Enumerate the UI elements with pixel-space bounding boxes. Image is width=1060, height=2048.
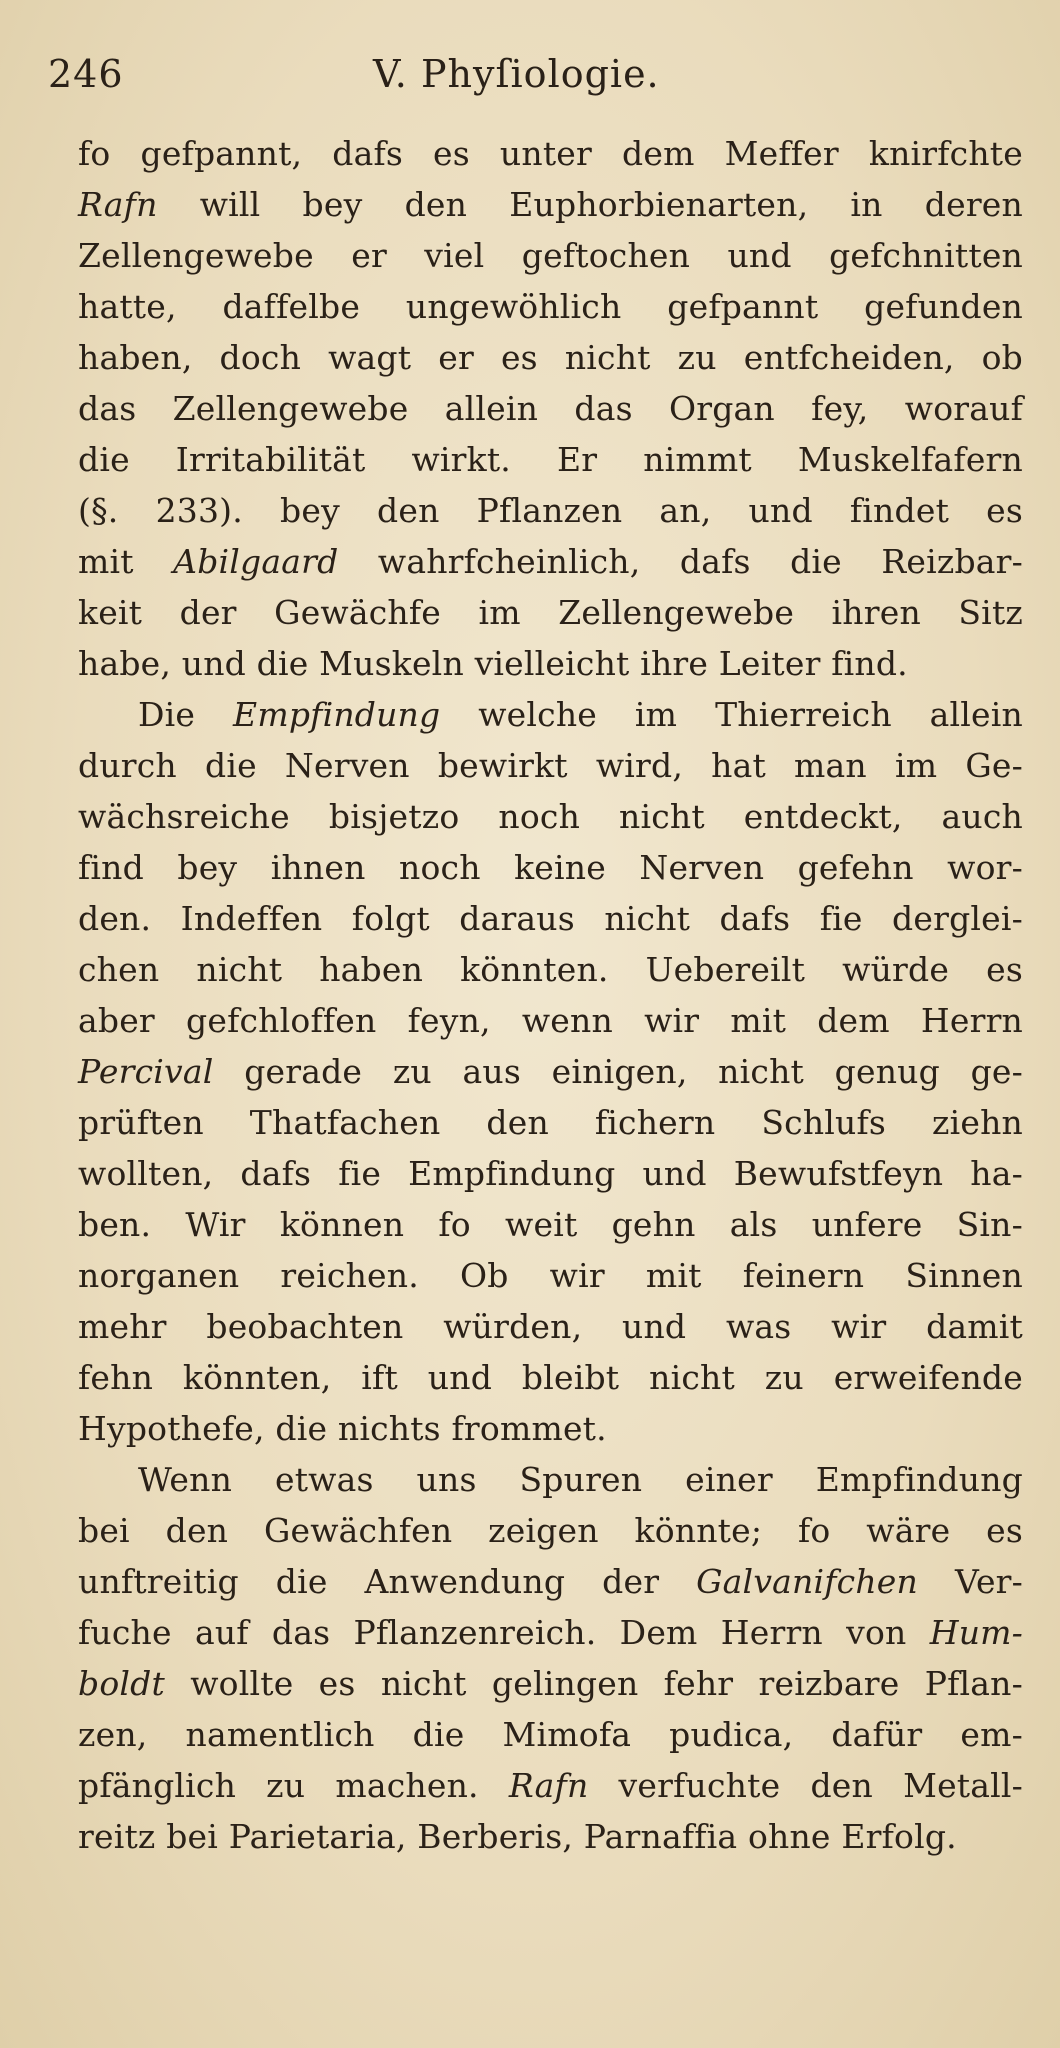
text-line: den. Indeffen folgt daraus nicht dafs fie derglei- [78,899,1023,938]
text-line: wächsreiche bisjetzo noch nicht entdeckt, auch [78,797,1023,836]
text-line: durch die Nerven bewirkt wird, hat man im Ge- [78,746,1023,785]
text-line: mit Abilgaard wahrfcheinlich, dafs die Reizbar- [78,542,1023,581]
text-line: die Irritabilität wirkt. Er nimmt Muskelfafern [78,440,1023,479]
text-line: pfänglich zu machen. Rafn verfuchte den Metall- [78,1766,1023,1805]
text-line: Hypothefe, die nichts frommet. [78,1409,607,1448]
text-line: norganen reichen. Ob wir mit feinern Sinnen [78,1256,1023,1295]
author-name: Rafn [508,1766,589,1805]
running-title: V. Phyſiologie. [373,52,660,96]
author-name: Hum- [929,1613,1023,1652]
text-line: Die Empfindung welche im Thierreich allein [138,695,1023,734]
author-name: Percival [78,1052,214,1091]
text-line: wollten, dafs fie Empfindung und Bewufstfeyn ha- [78,1154,1023,1193]
text-line: prüften Thatfachen den fichern Schlufs ziehn [78,1103,1023,1142]
text-line: Zellengewebe er viel geftochen und gefchnitten [78,236,1023,275]
text-line: hatte, daffelbe ungewöhlich gefpannt gefunden [78,287,1023,326]
body-text [78,128,1023,1862]
text-line: (§. 233). bey den Pflanzen an, und findet es [78,491,1023,530]
author-name: boldt [78,1664,165,1703]
text-line: reitz bei Parietaria, Berberis, Parnaffia ohne Erfolg. [78,1817,957,1856]
text-line: boldt wollte es nicht gelingen fehr reizbare Pflan- [78,1664,1023,1703]
emphasized-term: Empfindung [233,695,441,734]
text-line: mehr beobachten würden, und was wir damit [78,1307,1023,1346]
page-number: 246 [48,52,124,96]
emphasized-term: Galvanifchen [696,1562,918,1601]
text-line: habe, und die Muskeln vielleicht ihre Leiter find. [78,644,908,683]
text-line: fo gefpannt, dafs es unter dem Meffer knirfchte [78,134,1023,173]
author-name: Abilgaard [173,542,339,581]
text-line: keit der Gewächfe im Zellengewebe ihren Sitz [78,593,1023,632]
text-line: bei den Gewächfen zeigen könnte; fo wäre es [78,1511,1023,1550]
text-line: Percival gerade zu aus einigen, nicht genug ge- [78,1052,1023,1091]
text-line: unftreitig die Anwendung der Galvanifchen Ver- [78,1562,1023,1601]
running-head [48,52,1008,96]
text-line: chen nicht haben könnten. Uebereilt würde es [78,950,1023,989]
text-line: ben. Wir können fo weit gehn als unfere Sin- [78,1205,1023,1244]
text-line: zen, namentlich die Mimofa pudica, dafür em- [78,1715,1023,1754]
text-line: Wenn etwas uns Spuren einer Empfindung [138,1460,1023,1499]
text-line: das Zellengewebe allein das Organ fey, worauf [78,389,1023,428]
author-name: Rafn [78,185,158,224]
text-line: aber gefchloffen feyn, wenn wir mit dem Herrn [78,1001,1023,1040]
text-line: Rafn will bey den Euphorbienarten, in deren [78,185,1023,224]
text-line: fehn könnten, ift und bleibt nicht zu erweifende [78,1358,1023,1397]
text-line: haben, doch wagt er es nicht zu entfcheiden, ob [78,338,1023,377]
text-line: fuche auf das Pflanzenreich. Dem Herrn von Hum- [78,1613,1023,1652]
text-line: find bey ihnen noch keine Nerven gefehn wor- [78,848,1023,887]
